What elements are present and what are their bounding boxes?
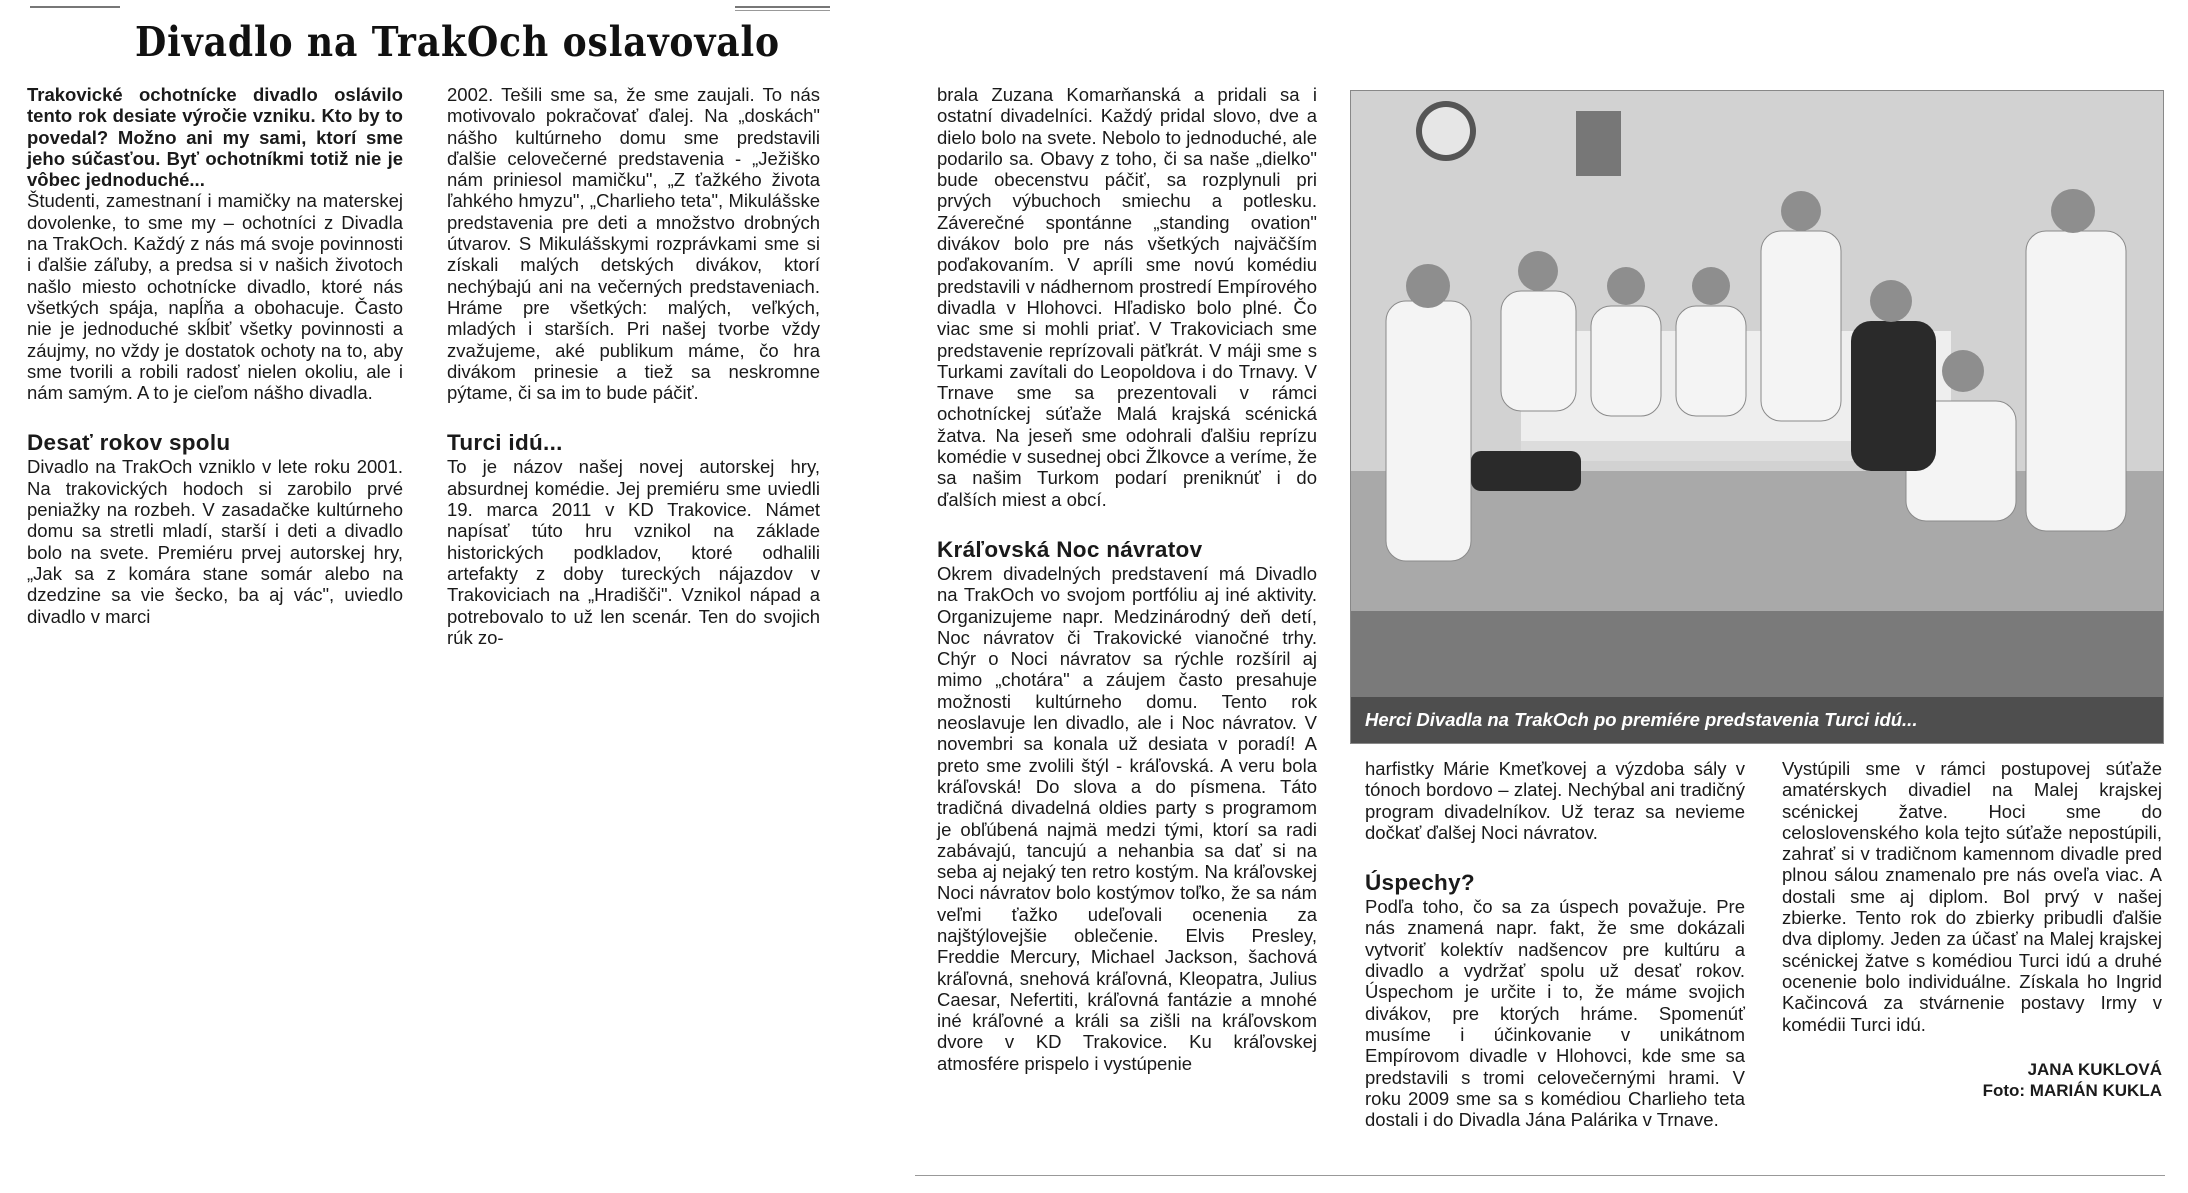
left-page [0, 0, 880, 1193]
right-column-2 [1365, 758, 1745, 1130]
paragraph: 2002. Tešili sme sa, že sme zaujali. To nás motivovalo pokračovať ďalej. Na „doskách" nášho kultúrneho domu sme predstavili ďalšie celovečerné predstavenia - „Ježiško nám priniesol mamičku", „Z ťažkého života ľahkého hmyzu", „Charlieho teta", Mikulášske predstavenia pre deti a množstvo drobných útvarov. S Mikulášskymi rozprávkami sme si získali malých detských divákov, ktorí nechýbajú ani na večerných predstaveniach. Hráme pre všetkých: malých, veľkých, mladých i starších. Pri našej tvorbe vždy zvažujeme, aké publikum máme, čo hra divákom prinesie a tiež sa neskromne pýtame, či sa im to bude páčiť. [447, 84, 820, 404]
right-page [895, 0, 2188, 1193]
headline: Divadlo na TrakOch oslavovalo [135, 18, 780, 66]
paragraph: To je názov našej novej autorskej hry, absurdnej komédie. Jej premiéru sme uviedli 19. marca 2011 v KD Trakovice. Námet napísať túto hru vznikol na základe historických podkladov, ktoré odhalili artefakty z doby tureckých nájazdov v Trakoviciach na „Hradišči". Vznikol nápad a potrebovalo to už len scenár. Ten do svojich rúk zo- [447, 456, 820, 648]
paragraph: Študenti, zamestnaní i mamičky na materskej dovolenke, to sme my – ochotníci z Divadla na TrakOch. Každý z nás má svoje povinnosti i ďalšie záľuby, a predsa si v našich životoch našlo miesto ochotnícke divadlo, ktoré nás všetkých spája, napĺňa a obohacuje. Často nie je jednoduché skĺbiť všetky povinnosti a záujmy, no vždy je dostatok ochoty na to, aby sme tvorili a robili radosť nielen okoliu, ale i nám samým. A to je cieľom nášho divadla. [27, 190, 403, 404]
subheading-kralovska-noc: Kráľovská Noc návratov [937, 536, 1203, 562]
subheading-desat-rokov: Desať rokov spolu [27, 430, 231, 456]
right-column-1 [937, 84, 1317, 1074]
author-signature: JANA KUKLOVÁ [2027, 1059, 2162, 1079]
paragraph: brala Zuzana Komarňanská a pridali sa i ostatní divadelníci. Každý pridal slovo, dve a dielo bolo na svete. Nebolo to jednoduché, ale podarilo sa. Obavy z toho, či sa naše „dielko" bude obecenstvu páčiť, sa rozplynuli pri prvých výbuchoch smiechu a potlesku. Záverečné spontánne „standing ovation" divákov bolo pre nás všetkých najväčším poďakovaním. V apríli sme novú komédiu predstavili v nádhernom prostredí Empírového divadla v Hlohovci. Hľadisko bolo plné. Čo viac sme si mohli priať. V Trakoviciach sme predstavenie reprízovali päťkrát. V máji sme s Turkami zavítali do Leopoldova i do Trnavy. V Trnave sme sa prezentovali v rámci ochotníckej súťaže Malá krajská scénická žatva. Na jeseň sme odohrali ďalšiu reprízu komédie v susednej obci Žlkovce a veríme, že sa našim Turkom podarí preniknúť i do ďalších miest a obcí. [937, 84, 1317, 510]
paragraph: harfistky Márie Kmeťkovej a výzdoba sály v tónoch bordovo – zlatej. Nechýbal ani tradičný program divadelníkov. Už teraz sa nevieme dočkať ďalšej Noci návratov. [1365, 758, 1745, 843]
left-column-1 [27, 84, 403, 627]
subheading-uspechy: Úspechy? [1365, 870, 1475, 896]
photo-illustration [1351, 91, 2163, 743]
right-column-3 [1782, 758, 2162, 1101]
top-rule-left [30, 6, 120, 8]
subheading-turci-idu: Turci idú... [447, 430, 563, 456]
top-rule-right [735, 6, 830, 8]
paragraph: Okrem divadelných predstavení má Divadlo na TrakOch vo svojom portfóliu aj iné aktivity. Organizujeme napr. Medzinárodný deň detí, Noc návratov či Trakovické vianočné trhy. Chýr o Noci návratov sa rýchle rozšíril aj mimo „chotára" a záujem často presahuje možnosti kultúrneho domu. Tento rok neoslavuje len divadlo, ale i Noc návratov. V novembri sa konala už desiata v poradí! A preto sme zvolili štýl - kráľovská. A veru bola kráľovská! Do slova a do písmena. Táto tradičná divadelná oldies party s programom je obľúbená najmä medzi tými, ktorí sa radi zabávajú, tancujú a nehanbia sa dať si na seba aj nejaký ten retro kostým. Na kráľovskej Noci návratov bolo kostýmov toľko, že sa nám veľmi ťažko udeľovali ocenenia za najštýlovejšie oblečenie. Elvis Presley, Freddie Mercury, Michael Jackson, šachová kráľovná, snehová kráľovná, Kleopatra, Julius Caesar, Nefertiti, kráľovná fantázie a mnohé iné kráľovné a králi sa zišli na kráľovskom dvore v KD Trakovice. Ku kráľovskej atmosfére prispelo i vystúpenie [937, 562, 1317, 1074]
top-rule-right-thin [735, 10, 830, 11]
paragraph: Vystúpili sme v rámci postupovej súťaže amatérskych divadiel na Malej krajskej scénickej žatve. Hoci sme do celoslovenského kola tejto súťaže nepostúpili, zahrať si v tradičnom kamennom divadle pred plnou sálou znamenalo pre nás oveľa viac. A dostali sme aj diplom. Bol prvý v našej zbierke. Tento rok do zbierky pribudli ďalšie dva diplomy. Jeden za účasť na Malej krajskej scénickej žatve s komédiou Turci idú a druhé ocenenie bolo individuálne. Získala ho Ingrid Kačincová za stvárnenie postavy Irmy v komédii Turci idú. [1782, 758, 2162, 1035]
theatre-cast-photo [1350, 90, 2164, 744]
photo-caption: Herci Divadla na TrakOch po premiére predstavenia Turci idú... [1351, 697, 2163, 743]
wall-picture [1576, 111, 1621, 176]
bottom-rule [915, 1175, 2165, 1176]
article-lead: Trakovické ochotnícke divadlo oslávilo tento rok desiate výročie vzniku. Kto by to povedal? Možno ani my sami, ktorí sme jeho súčasťou. Byť ochotníkmi totiž nie je vôbec jednoduché... [27, 84, 403, 191]
paragraph: Divadlo na TrakOch vzniklo v lete roku 2001. Na trakovických hodoch si zarobilo prvé peniažky na rozbeh. V zasadačke kultúrneho domu sa stretli mladí, starší i deti a divadlo bolo na svete. Premiéru prvej autorskej hry, „Jak sa z komára stane somár alebo na dzedzine sa vie šecko, ba aj vác", uviedlo divadlo v marci [27, 456, 403, 627]
left-column-2 [447, 84, 820, 648]
photo-credit: Foto: MARIÁN KUKLA [1982, 1080, 2162, 1100]
paragraph: Podľa toho, čo sa za úspech považuje. Pre nás znamená napr. fakt, že sme dokázali vytvoriť kolektív nadšencov pre kultúru a divadlo a vydržať spolu už desať rokov. Úspechom je určite i to, že máme svojich divákov, pre ktorých hráme. Spomenúť musíme i účinkovanie v unikátnom Empírovom divadle v Hlohovci, kde sme sa predstavili s tromi celovečernými hrami. V roku 2009 sme sa s komédiou Charlieho teta dostali i do Divadla Jána Palárika v Trnave. [1365, 896, 1745, 1131]
